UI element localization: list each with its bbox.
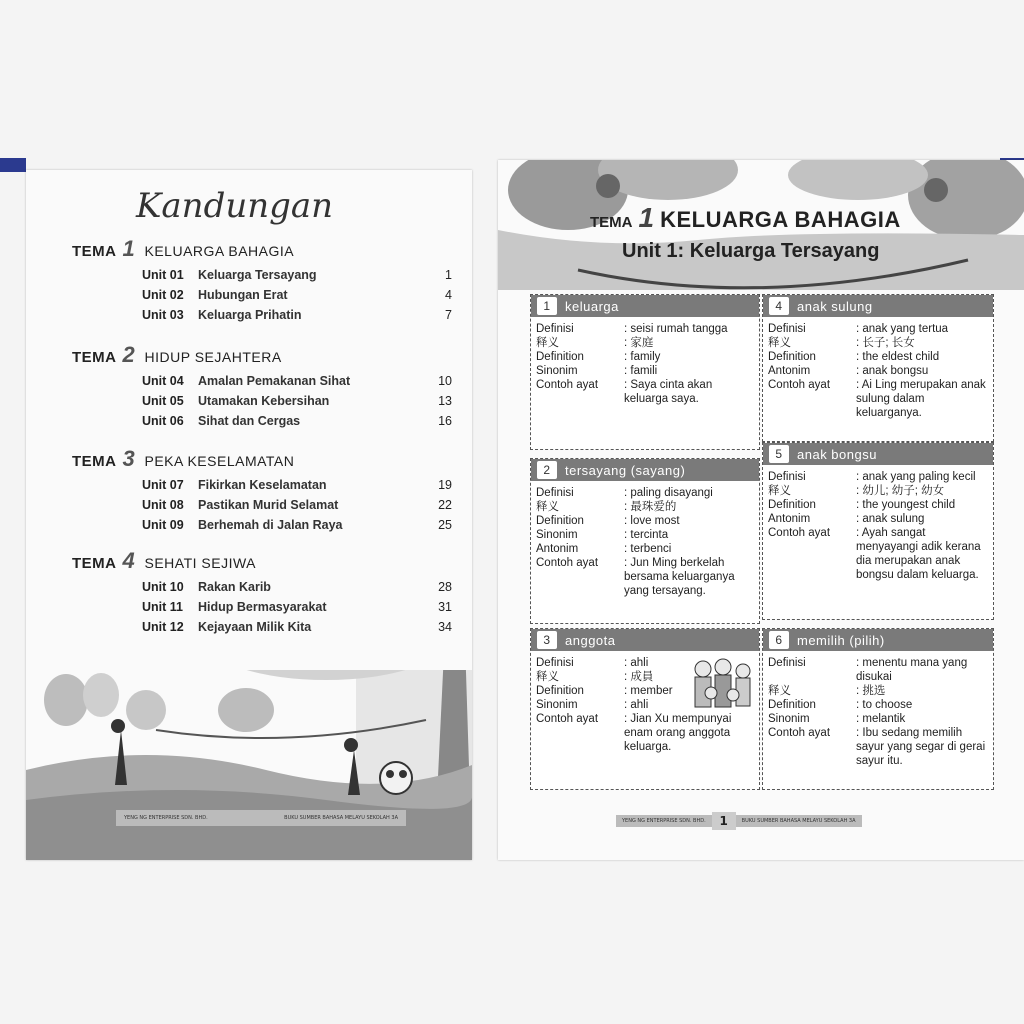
toc-unit-title: Rakan Karib [198, 580, 271, 594]
toc-unit: Unit 08 [142, 498, 184, 512]
vocab-key: Contoh ayat [768, 527, 831, 539]
vocab-value: : Ibu sedang memilih sayur yang segar di gerai sayur itu. [856, 727, 986, 767]
vocab-key: Contoh ayat [768, 379, 831, 391]
toc-unit-title: Hidup Bermasyarakat [198, 600, 327, 614]
vocab-row [763, 350, 993, 364]
vocab-key: 释义 [536, 501, 559, 513]
toc-row [72, 498, 452, 512]
tema-section-4 [72, 548, 452, 634]
vocab-box-3 [530, 628, 760, 790]
vocab-row [763, 512, 993, 526]
vocab-row [531, 656, 681, 670]
vocab-row [763, 470, 993, 484]
tema-section-1 [72, 236, 452, 322]
tema-title: PEKA KESELAMATAN [144, 453, 295, 469]
vocab-key: Definition [768, 699, 816, 711]
toc-unit: Unit 10 [142, 580, 184, 594]
vocab-key: Definisi [768, 657, 806, 669]
vocab-value: : anak sulung [856, 513, 925, 525]
toc-unit: Unit 01 [142, 268, 184, 282]
vocab-value: : 幼儿; 幼子; 幼女 [856, 485, 945, 497]
vocab-value: : 家庭 [624, 337, 654, 349]
toc-page: 31 [438, 600, 452, 614]
toc-row [72, 374, 452, 388]
toc-unit-title: Hubungan Erat [198, 288, 288, 302]
vocab-row [531, 500, 759, 514]
tema-label: TEMA [72, 555, 117, 572]
vocab-key: Contoh ayat [536, 713, 599, 725]
vocab-number: 6 [769, 631, 789, 649]
vocab-key: Definisi [768, 323, 806, 335]
toc-page: 7 [445, 308, 452, 322]
tema-title: KELUARGA BAHAGIA [144, 243, 295, 259]
vocab-value: : member [624, 685, 673, 697]
vocab-row [531, 670, 681, 684]
vocab-value: : Saya cinta akan keluarga saya. [624, 379, 713, 405]
toc-row [72, 478, 452, 492]
vocab-key: Sinonim [768, 713, 810, 725]
edge-blue-left [0, 158, 26, 172]
vocab-row [763, 698, 993, 712]
vocab-value: : paling disayangi [624, 487, 713, 499]
vocab-row [763, 364, 993, 378]
toc-page: 4 [445, 288, 452, 302]
vocab-row [763, 484, 993, 498]
tema-section-2 [72, 342, 452, 428]
vocab-box-4 [762, 294, 994, 442]
toc-row [72, 394, 452, 408]
vocab-key: 释义 [768, 337, 791, 349]
toc-row [72, 600, 452, 614]
toc-unit-title: Amalan Pemakanan Sihat [198, 374, 351, 388]
vocab-word: memilih (pilih) [797, 632, 885, 648]
tema-section-3 [72, 446, 452, 532]
toc-row [72, 580, 452, 594]
tema-title: HIDUP SEJAHTERA [144, 349, 282, 365]
vocab-key: Definisi [536, 323, 574, 335]
vocab-value: : tercinta [624, 529, 669, 541]
vocab-key: Sinonim [536, 529, 578, 541]
vocab-row [531, 684, 681, 698]
unit-title: Unit 1: Keluarga Tersayang [622, 240, 880, 262]
vocab-row [531, 556, 759, 598]
vocab-value: : Ai Ling merupakan anak sulung dalam keluarganya. [856, 379, 986, 419]
toc-page: 34 [438, 620, 452, 634]
vocab-row [763, 498, 993, 512]
vocab-value: : menentu mana yang disukai [856, 657, 968, 683]
tema-title: SEHATI SEJIWA [144, 555, 257, 571]
vocab-row [531, 514, 759, 528]
vocab-key: Definisi [768, 471, 806, 483]
toc-unit-title: Pastikan Murid Selamat [198, 498, 339, 512]
vocab-number: 3 [537, 631, 557, 649]
toc-page: 25 [438, 518, 452, 532]
vocab-row [763, 336, 993, 350]
tema-number: 2 [122, 342, 135, 367]
page-title: Kandungan [136, 186, 334, 226]
toc-page: 16 [438, 414, 452, 428]
toc-page: 10 [438, 374, 452, 388]
vocab-value: : ahli [624, 699, 649, 711]
vocab-value: : terbenci [624, 543, 672, 555]
vocab-row [531, 486, 759, 500]
vocab-number: 4 [769, 297, 789, 315]
toc-unit-title: Utamakan Kebersihan [198, 394, 330, 408]
vocab-value: : anak yang tertua [856, 323, 949, 335]
vocab-row [763, 656, 993, 684]
toc-unit: Unit 05 [142, 394, 184, 408]
vocab-row [531, 322, 759, 336]
vocab-key: Definition [768, 499, 816, 511]
toc-unit-title: Berhemah di Jalan Raya [198, 518, 343, 532]
toc-row [72, 288, 452, 302]
vocab-row [763, 684, 993, 698]
vocab-key: Antonim [768, 513, 811, 525]
toc-row [72, 308, 452, 322]
tema-label: TEMA [72, 243, 117, 260]
tema-label: TEMA [72, 349, 117, 366]
vocab-number: 5 [769, 445, 789, 463]
vocab-value: : anak bongsu [856, 365, 929, 377]
vocab-row [531, 528, 759, 542]
vocab-row [531, 350, 759, 364]
toc-unit-title: Keluarga Prihatin [198, 308, 302, 322]
toc-unit: Unit 03 [142, 308, 184, 322]
vocab-word: anak bongsu [797, 446, 877, 462]
toc-unit-title: Keluarga Tersayang [198, 268, 317, 282]
vocab-box-6 [762, 628, 994, 790]
vocab-value: : family [624, 351, 661, 363]
vocab-number: 2 [537, 461, 557, 479]
vocab-word: tersayang (sayang) [565, 462, 686, 478]
vocab-box-2 [530, 458, 760, 624]
vocab-box-1 [530, 294, 760, 450]
family-illustration [689, 657, 755, 715]
vocab-row [763, 726, 993, 768]
toc-page: 13 [438, 394, 452, 408]
tema-title: KELUARGA BAHAGIA [660, 207, 901, 232]
footer-publisher: YENG NG ENTERPRISE SDN. BHD. [616, 815, 712, 827]
vocab-row [763, 378, 993, 420]
vocab-key: Contoh ayat [536, 557, 599, 569]
vocab-key: Antonim [768, 365, 811, 377]
vocab-value: : Jian Xu mempunyai enam orang anggota keluarga. [624, 713, 732, 753]
vocab-row [531, 542, 759, 556]
vocab-key: Sinonim [536, 365, 578, 377]
vocab-row [531, 712, 759, 754]
vocab-key: Definition [536, 685, 584, 697]
contents-page [26, 170, 472, 860]
vocab-key: Antonim [536, 543, 579, 555]
vocab-row [531, 698, 681, 712]
tema-heading [590, 202, 901, 234]
vocab-value: : 长子; 长女 [856, 337, 915, 349]
toc-page: 19 [438, 478, 452, 492]
tema-label: TEMA [72, 453, 117, 470]
toc-row [72, 414, 452, 428]
vocab-key: Definition [768, 351, 816, 363]
vocab-number: 1 [537, 297, 557, 315]
vocab-key: Definisi [536, 657, 574, 669]
toc-unit: Unit 06 [142, 414, 184, 428]
park-illustration [26, 670, 472, 860]
vocab-value: : famili [624, 365, 658, 377]
vocab-row [763, 712, 993, 726]
vocab-value: : 挑选 [856, 685, 886, 697]
vocab-key: Sinonim [536, 699, 578, 711]
vocab-word: anak sulung [797, 298, 873, 314]
toc-row [72, 518, 452, 532]
vocab-value: : melantik [856, 713, 906, 725]
tema-number: 4 [122, 548, 135, 573]
toc-unit-title: Fikirkan Keselamatan [198, 478, 327, 492]
vocab-key: Definition [536, 351, 584, 363]
vocab-value: : seisi rumah tangga [624, 323, 728, 335]
vocab-value: : love most [624, 515, 680, 527]
toc-unit: Unit 09 [142, 518, 184, 532]
page-footer [616, 812, 916, 830]
vocab-value: : to choose [856, 699, 913, 711]
vocab-value: : anak yang paling kecil [856, 471, 976, 483]
vocab-key: Definisi [536, 487, 574, 499]
vocab-value: : the youngest child [856, 499, 956, 511]
vocab-key: Contoh ayat [536, 379, 599, 391]
toc-page: 22 [438, 498, 452, 512]
vocab-key: 释义 [768, 685, 791, 697]
vocab-row [531, 336, 759, 350]
vocab-value: : Jun Ming berkelah bersama keluarganya yang tersayang. [624, 557, 735, 597]
toc-unit: Unit 11 [142, 600, 183, 614]
vocab-row [531, 364, 759, 378]
vocab-value: : 成員 [624, 671, 654, 683]
toc-unit: Unit 12 [142, 620, 184, 634]
toc-row [72, 268, 452, 282]
toc-unit-title: Sihat dan Cergas [198, 414, 301, 428]
toc-unit-title: Kejayaan Milik Kita [198, 620, 312, 634]
toc-unit: Unit 02 [142, 288, 184, 302]
vocab-key: Contoh ayat [768, 727, 831, 739]
vocab-value: : Ayah sangat menyayangi adik kerana dia merupakan anak bongsu dalam keluarga. [856, 527, 981, 581]
vocab-word: keluarga [565, 298, 619, 314]
vocab-key: Definition [536, 515, 584, 527]
vocab-value: : ahli [624, 657, 649, 669]
footer-book-title: BUKU SUMBER BAHASA MELAYU SEKOLAH 3A [284, 815, 398, 821]
vocabulary-page [498, 160, 1024, 860]
vocab-row [531, 378, 759, 406]
vocab-value: : 最珠爱的 [624, 501, 677, 513]
tema-label: TEMA [590, 214, 633, 231]
tema-number: 3 [122, 446, 135, 471]
toc-unit: Unit 07 [142, 478, 184, 492]
vocab-box-5 [762, 442, 994, 620]
vocab-key: 释义 [536, 671, 559, 683]
toc-page: 1 [445, 268, 452, 282]
tema-number: 1 [638, 202, 655, 233]
vocab-value: : the eldest child [856, 351, 940, 363]
toc-unit: Unit 04 [142, 374, 184, 388]
footer-book-title: BUKU SUMBER BAHASA MELAYU SEKOLAH 3A [736, 815, 862, 827]
tema-number: 1 [122, 236, 135, 261]
toc-row [72, 620, 452, 634]
page-number: 1 [712, 812, 736, 830]
footer-publisher: YENG NG ENTERPRISE SDN. BHD. [124, 815, 208, 821]
vocab-word: anggota [565, 632, 616, 648]
vocab-row [763, 526, 993, 582]
page-footer [116, 810, 406, 826]
vocab-key: 释义 [768, 485, 791, 497]
toc-page: 28 [438, 580, 452, 594]
vocab-key: 释义 [536, 337, 559, 349]
vocab-row [763, 322, 993, 336]
